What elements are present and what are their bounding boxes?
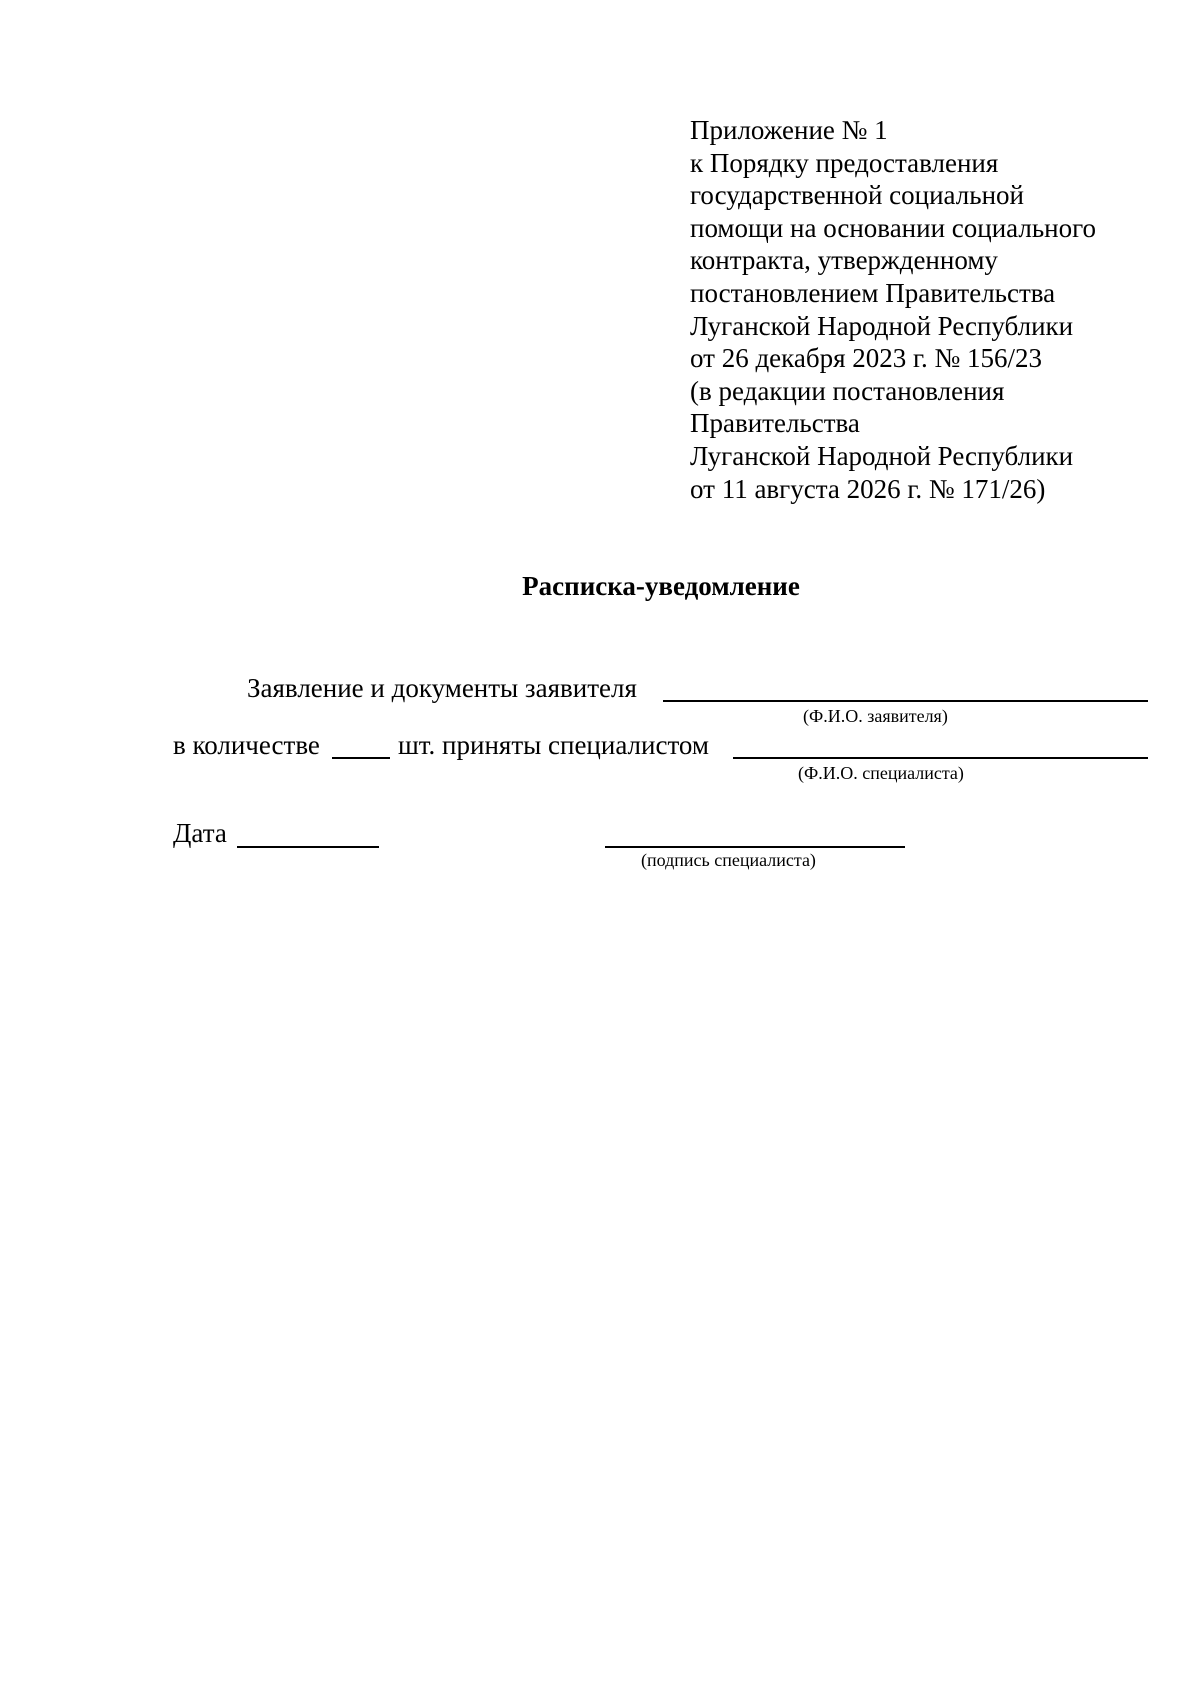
date-field[interactable] [237, 846, 379, 848]
quantity-field[interactable] [332, 757, 390, 759]
appendix-line: Приложение № 1 [690, 115, 888, 145]
applicant-name-caption: (Ф.И.О. заявителя) [803, 706, 948, 726]
specialist-name-caption: (Ф.И.О. специалиста) [798, 763, 964, 783]
document-title: Расписка-уведомление [522, 571, 800, 601]
appendix-line: постановлением Правительства [690, 277, 1056, 308]
appendix-line: Правительства [690, 408, 860, 439]
date-label: Дата [173, 818, 227, 848]
appendix-line: Луганской Народной Республики [690, 310, 1074, 341]
signature-caption: (подпись специалиста) [641, 850, 816, 870]
appendix-block [690, 114, 1160, 505]
signature-field[interactable] [605, 846, 905, 848]
appendix-line: контракта, утвержденному [690, 245, 998, 276]
appendix-line: к Порядку предоставления [690, 147, 999, 178]
quantity-prefix-label: в количестве [173, 730, 320, 760]
appendix-line: (в редакции постановления [690, 375, 1005, 406]
appendix-line: Луганской Народной Республики [690, 440, 1074, 471]
applicant-name-field[interactable] [663, 700, 1148, 702]
appendix-line: от 26 декабря 2023 г. № 156/23 [690, 343, 1043, 374]
specialist-name-field[interactable] [733, 757, 1148, 759]
appendix-line: государственной социальной [690, 180, 1024, 211]
appendix-line: помощи на основании социального [690, 212, 1097, 243]
appendix-line: от 11 августа 2026 г. № 171/26) [690, 473, 1046, 504]
accepted-by-specialist-label: шт. приняты специалистом [398, 730, 709, 760]
applicant-documents-label: Заявление и документы заявителя [247, 673, 637, 703]
